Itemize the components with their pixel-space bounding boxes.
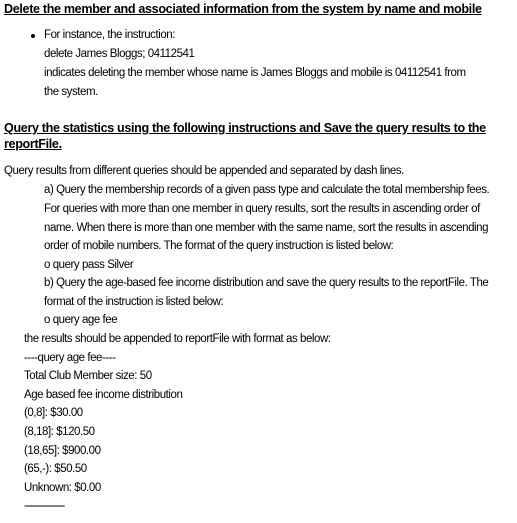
- distribution-row: (65,-): $50.50: [24, 463, 87, 475]
- distribution-row: (0,8]: $30.00: [24, 407, 83, 419]
- query-intro-text: Query results from different queries should be appended and separated by dash lines.: [4, 165, 404, 177]
- total-member-size: Total Club Member size: 50: [24, 370, 152, 382]
- query-a-text: For queries with more than one member in query results, sort the results in ascending order of: [44, 203, 480, 215]
- append-note-text: the results should be appended to reportFile with format as below:: [24, 333, 331, 345]
- section-heading-query-continued: reportFile.: [4, 137, 62, 151]
- distribution-row: (8,18]: $120.50: [24, 426, 95, 438]
- query-a-example: o query pass Silver: [44, 259, 134, 271]
- output-header: ----query age fee----: [24, 352, 116, 364]
- distribution-row: Unknown: $0.00: [24, 482, 101, 494]
- distribution-title: Age based fee income distribution: [24, 389, 183, 401]
- query-b-example: o query age fee: [44, 314, 118, 326]
- bullet-intro-text: For instance, the instruction:: [44, 29, 175, 41]
- explanation-text-continued: the system.: [44, 86, 98, 98]
- delete-command-example: delete James Bloggs; 04112541: [44, 48, 195, 60]
- distribution-row: (18,65]: $900.00: [24, 445, 101, 457]
- query-b-text: b) Query the age-based fee income distribution and save the query results to the reportFile. The: [44, 277, 489, 289]
- bullet-icon: [31, 34, 35, 38]
- section-heading-query: Query the statistics using the following instructions and Save the query results to the: [4, 121, 486, 135]
- query-a-text: name. When there is more than one member with the same name, sort the results in ascending: [44, 222, 489, 234]
- section-heading-delete: Delete the member and associated information from the system by name and mobile: [4, 2, 482, 16]
- explanation-text: indicates deleting the member whose name is James Bloggs and mobile is 04112541 from: [44, 67, 466, 79]
- query-a-text: order of mobile numbers. The format of the query instruction is listed below:: [44, 240, 394, 252]
- query-a-text: a) Query the membership records of a given pass type and calculate the total membership fees.: [44, 184, 490, 196]
- separator-dash-line: ------------------------: [24, 500, 64, 512]
- query-b-text: format of the instruction is listed below:: [44, 296, 224, 308]
